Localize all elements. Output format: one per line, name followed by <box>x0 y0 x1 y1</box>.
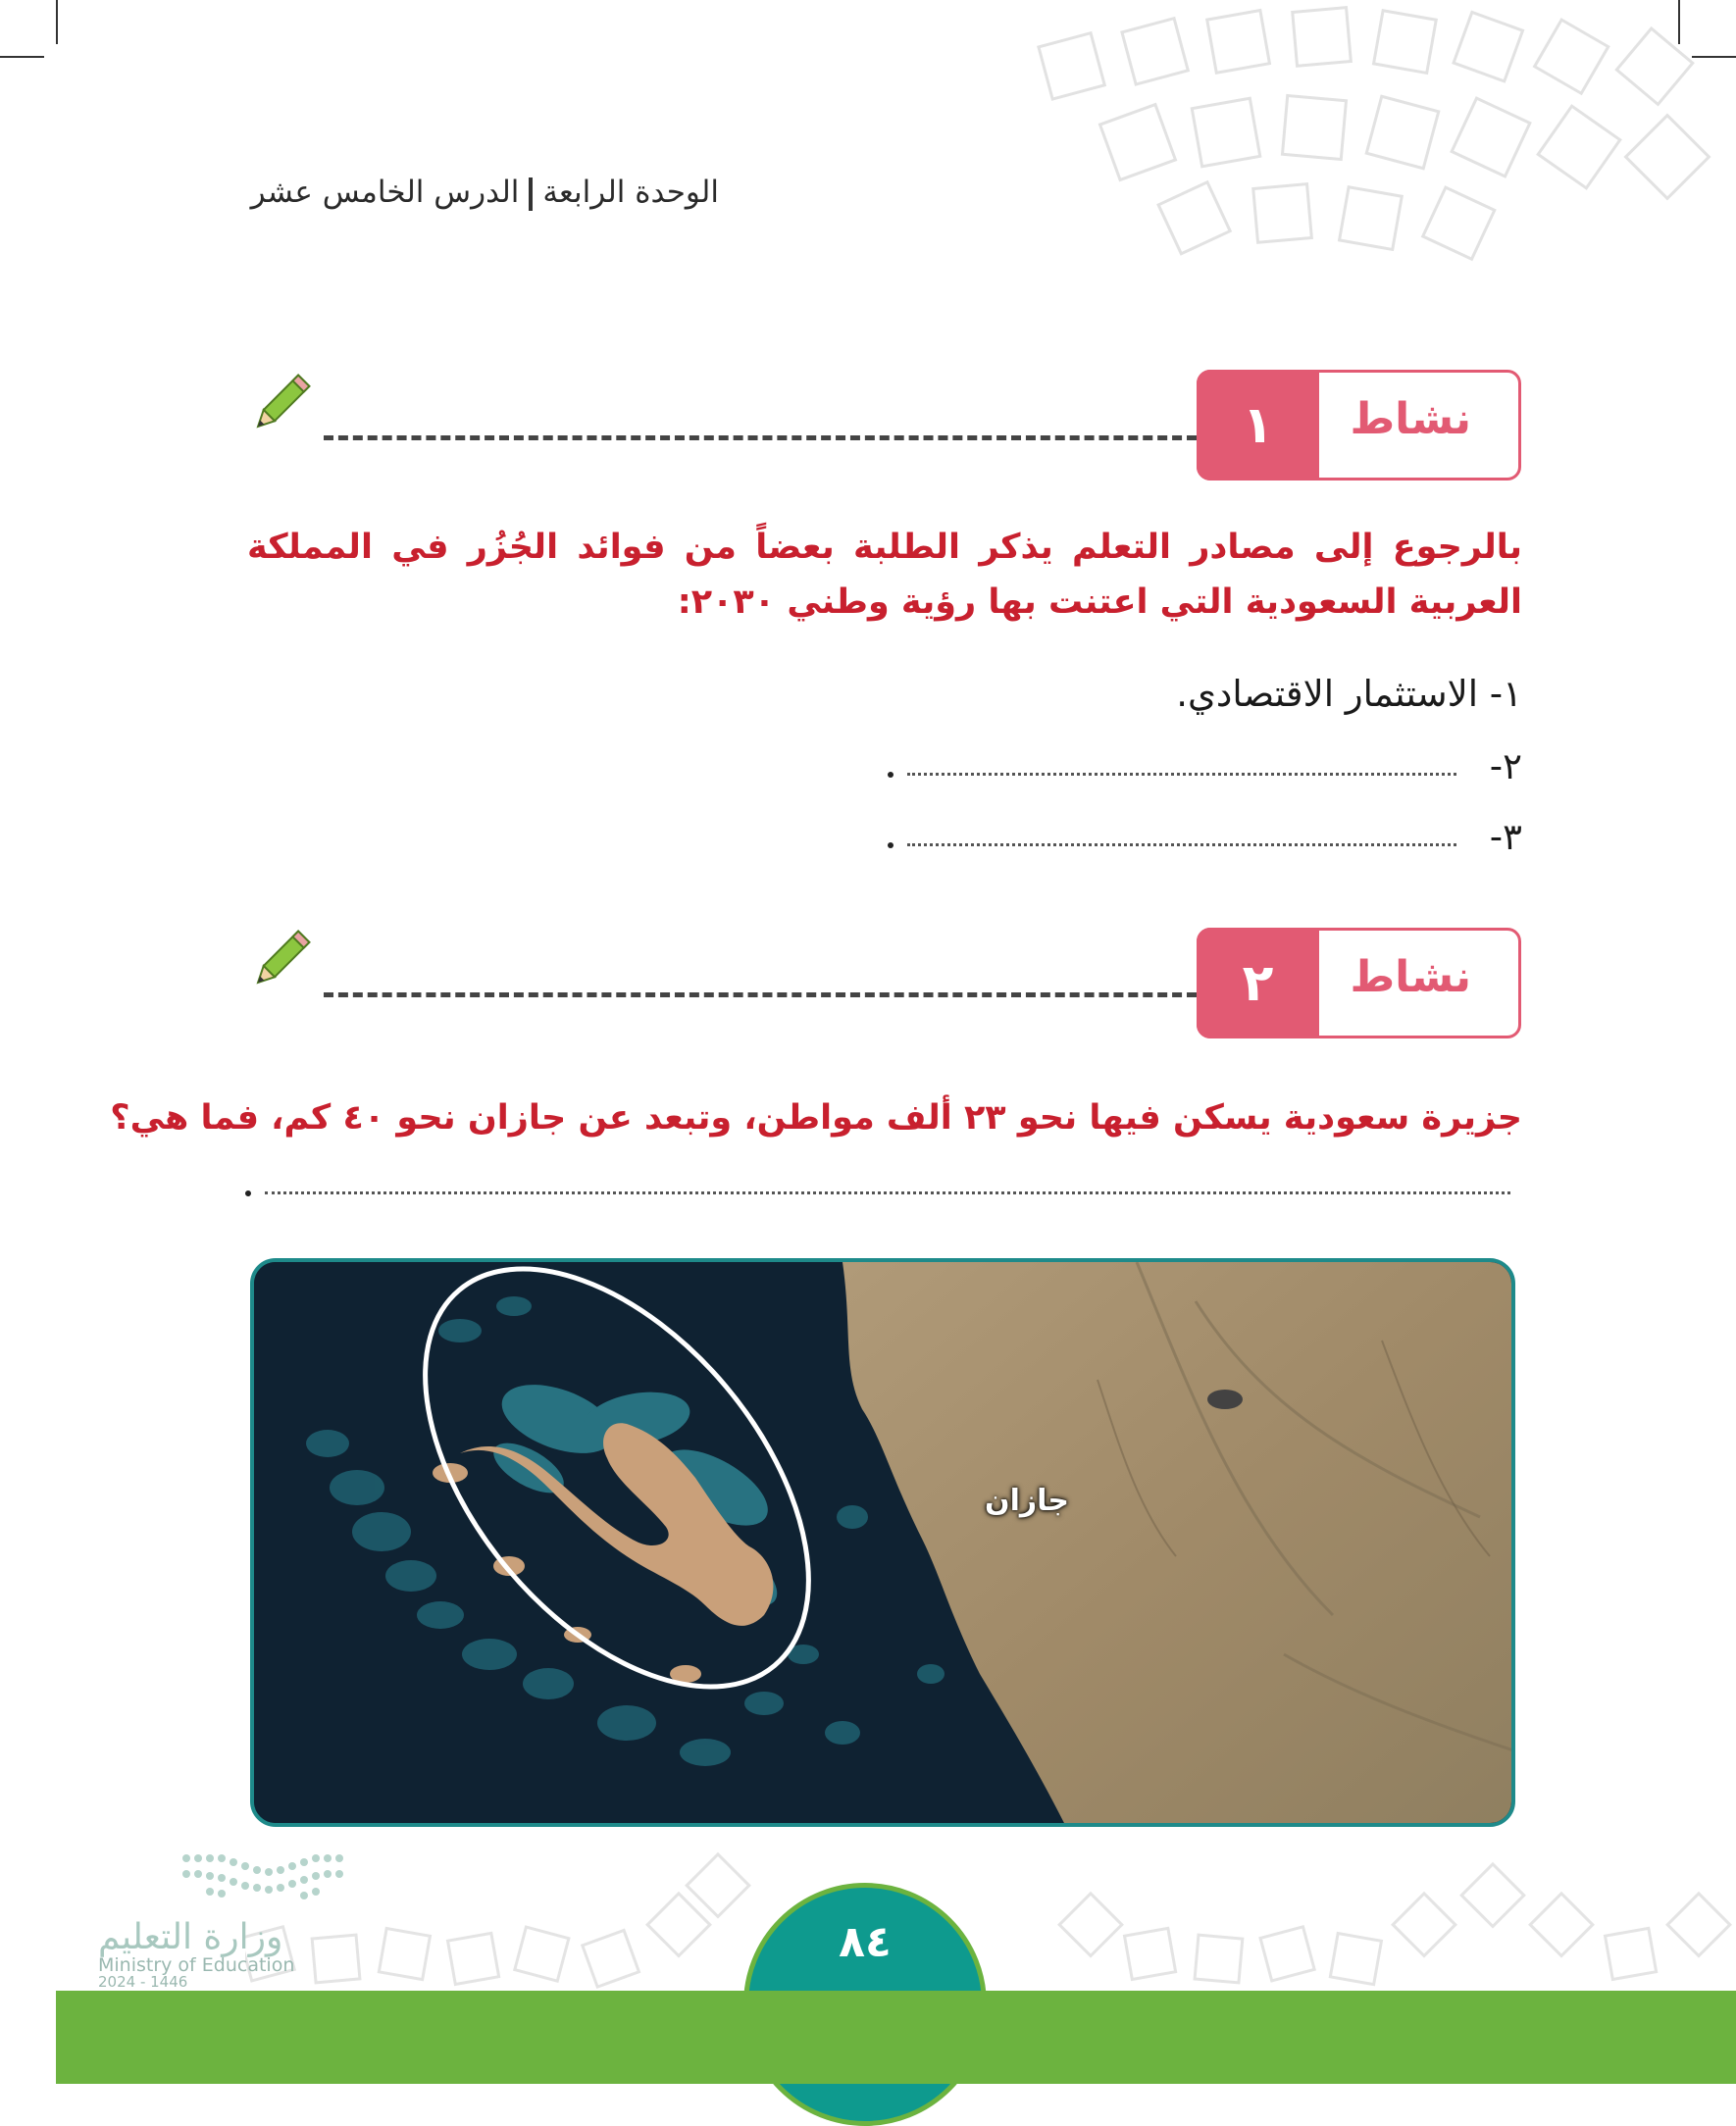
answer-line-3[interactable] <box>907 843 1456 846</box>
map-image <box>254 1262 1515 1827</box>
activity-2-header <box>1197 928 1521 1038</box>
pencil-icon <box>245 927 314 999</box>
activity-1-header <box>1197 370 1521 481</box>
line-end-dot <box>888 842 894 848</box>
ministry-logo-icon <box>177 1848 353 1907</box>
activity-number: ١ <box>1197 370 1319 481</box>
crop-mark <box>56 0 58 44</box>
activity-label: نشاط <box>1350 394 1471 444</box>
activity-label: نشاط <box>1350 952 1471 1002</box>
ministry-name-ar: وزارة التعليم <box>98 1917 283 1957</box>
crop-mark <box>0 56 44 58</box>
header-divider <box>529 177 533 211</box>
activity-1-question: بالرجوع إلى مصادر التعلم يذكر الطلبة بعضاً من فوائد الجُزُر في المملكة العربية السعودية التي اعتنت بها رؤية وطني ٢٠٣٠: <box>247 528 1522 622</box>
map-label-jazan: جازان <box>985 1484 1070 1518</box>
line-end-dot <box>245 1190 251 1196</box>
activity-2-question: جزيرة سعودية يسكن فيها نحو ٢٣ ألف مواطن، وتبعد عن جازان نحو ٤٠ كم، فما هي؟ <box>110 1098 1522 1138</box>
line-end-dot <box>888 772 894 778</box>
answer-item-1: ١- الاستثمار الاقتصادي. <box>1176 673 1522 715</box>
decorative-pattern-top <box>1020 0 1736 265</box>
lesson-header <box>251 175 719 211</box>
decorative-pattern-bottom <box>245 1844 1736 1991</box>
ministry-name-en: Ministry of Education <box>98 1954 295 1976</box>
satellite-map <box>250 1258 1515 1827</box>
page-number: ٨٤ <box>839 1917 892 1967</box>
dashed-separator <box>324 435 1197 440</box>
answer-line-activity-2[interactable] <box>265 1191 1510 1194</box>
lesson-title: الدرس الخامس عشر <box>250 175 520 210</box>
edition-year: 2024 - 1446 <box>98 1973 188 1991</box>
activity-number: ٢ <box>1197 928 1319 1038</box>
answer-line-2[interactable] <box>907 773 1456 776</box>
unit-title: الوحدة الرابعة <box>542 175 719 210</box>
footer-band <box>56 1991 1736 2084</box>
pencil-icon <box>245 371 314 443</box>
answer-item-3-label: ٣- <box>1489 816 1522 858</box>
answer-item-2-label: ٢- <box>1489 745 1522 787</box>
dashed-separator <box>324 992 1197 997</box>
